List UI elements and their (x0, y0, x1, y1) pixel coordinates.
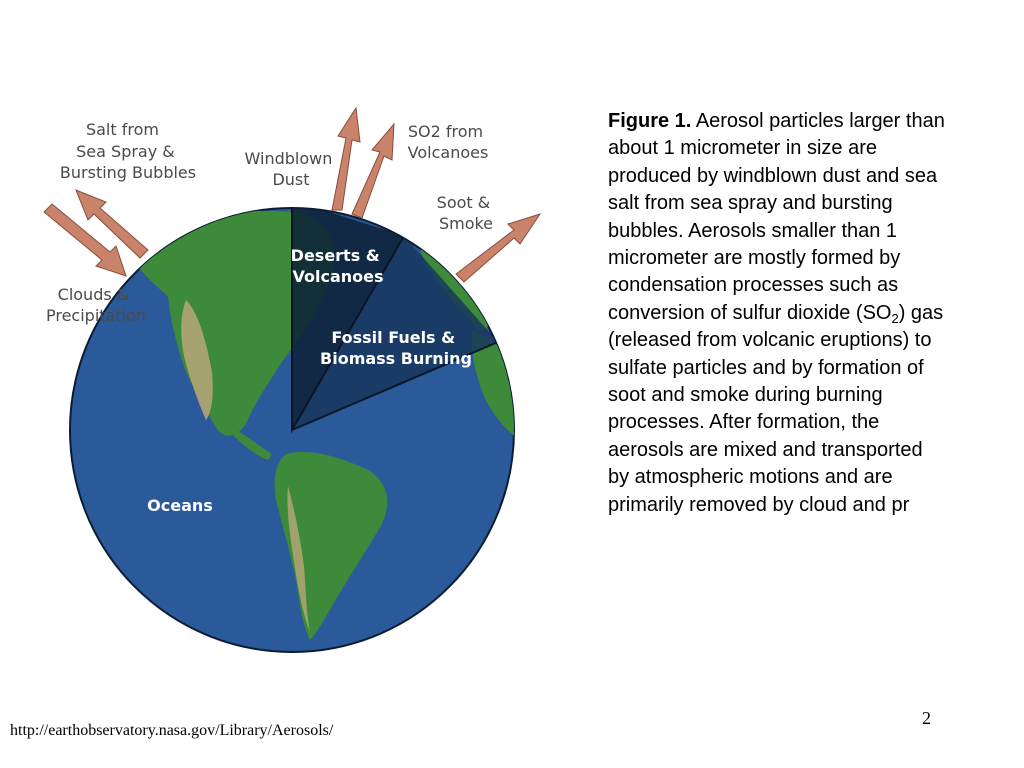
so2-label: SO2 from Volcanoes (407, 122, 489, 162)
clouds-precipitation-arrow (44, 204, 126, 276)
caption-text-1: Aerosol particles larger than about 1 micrometer in size are produced by windblown dust and sea salt from sea spray and bursting bubbles. Aerosols smaller than 1 micrometer are mostly formed by condensation processes such as conversion of sulfur dioxide (SO (608, 110, 945, 324)
fossil-label: Fossil Fuels & Biomass Burning (320, 328, 472, 368)
aerosol-globe-diagram (0, 0, 560, 680)
figure-caption (608, 108, 948, 519)
soot-label: Soot & Smoke (436, 193, 494, 233)
source-url: http://earthobservatory.nasa.gov/Library/Aerosols/ (10, 722, 334, 739)
caption-subscript: 2 (891, 310, 899, 326)
salt-label: Salt from Sea Spray & Bursting Bubbles (59, 120, 197, 182)
deserts-label: Deserts & Volcanoes (290, 246, 384, 286)
caption-lead: Figure 1. (608, 110, 692, 132)
caption-text-2: ) gas (released from volcanic eruptions) to sulfate particles and by formation of soot and smoke during burning processes. After formation, the aerosols are mixed and transported by atmospheric motions and are primarily removed by cloud and pr (608, 301, 944, 516)
clouds-label: Clouds & Precipitation (45, 285, 147, 325)
oceans-label: Oceans (147, 496, 213, 515)
windblown-dust-label: Windblown Dust (244, 149, 333, 189)
page-number: 2 (922, 708, 931, 728)
